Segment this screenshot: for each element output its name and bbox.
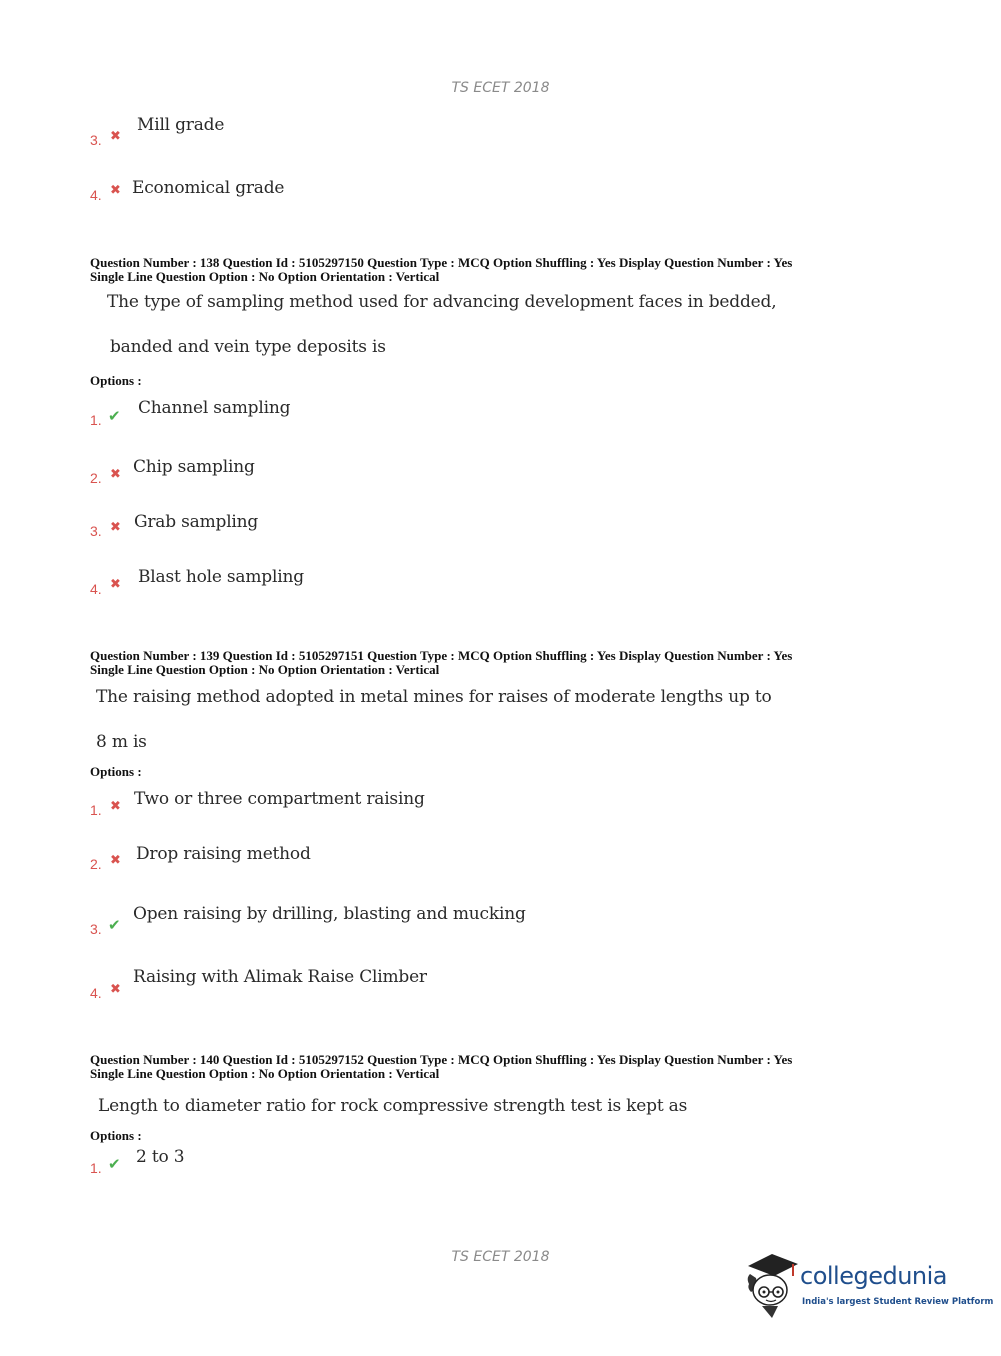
option-text: Chip sampling bbox=[133, 457, 255, 477]
question-meta: Single Line Question Option : No Option Orientation : Vertical bbox=[90, 662, 440, 677]
option-text: Open raising by drilling, blasting and mucking bbox=[133, 904, 526, 924]
cross-icon: ✖ bbox=[110, 183, 121, 198]
page-footer: TS ECET 2018 bbox=[451, 1249, 550, 1265]
options-label: Options : bbox=[90, 1128, 142, 1143]
question-meta: Question Number : 140 Question Id : 5105297152 Question Type : MCQ Option Shuffling : Yes Display Question Number : Yes bbox=[90, 1052, 793, 1067]
page-header: TS ECET 2018 bbox=[451, 80, 550, 96]
check-icon: ✔ bbox=[108, 1155, 121, 1173]
check-icon: ✔ bbox=[108, 916, 121, 934]
collegedunia-mascot-icon bbox=[742, 1248, 802, 1320]
option-number: 3. bbox=[90, 523, 102, 539]
cross-icon: ✖ bbox=[110, 799, 121, 814]
question-meta: Single Line Question Option : No Option Orientation : Vertical bbox=[90, 269, 440, 284]
cross-icon: ✖ bbox=[110, 982, 121, 997]
option-number: 2. bbox=[90, 470, 102, 486]
option-text: Grab sampling bbox=[134, 512, 259, 532]
question-meta: Question Number : 139 Question Id : 5105297151 Question Type : MCQ Option Shuffling : Yes Display Question Number : Yes bbox=[90, 648, 793, 663]
question-text: 8 m is bbox=[96, 732, 147, 752]
check-icon: ✔ bbox=[108, 407, 121, 425]
logo-tagline: India's largest Student Review Platform bbox=[802, 1297, 994, 1307]
option-text: Channel sampling bbox=[138, 398, 291, 418]
option-text: Mill grade bbox=[137, 115, 225, 135]
option-text: Blast hole sampling bbox=[138, 567, 304, 587]
question-text: Length to diameter ratio for rock compressive strength test is kept as bbox=[98, 1096, 688, 1116]
option-number: 3. bbox=[90, 921, 102, 937]
option-text: Drop raising method bbox=[136, 844, 311, 864]
option-text: Economical grade bbox=[132, 178, 285, 198]
option-text: Raising with Alimak Raise Climber bbox=[133, 967, 427, 987]
logo-wordmark: collegedunia bbox=[800, 1262, 948, 1290]
cross-icon: ✖ bbox=[110, 520, 121, 535]
cross-icon: ✖ bbox=[110, 467, 121, 482]
question-meta: Single Line Question Option : No Option Orientation : Vertical bbox=[90, 1066, 440, 1081]
question-text: The type of sampling method used for advancing development faces in bedded, bbox=[107, 292, 777, 312]
option-number: 4. bbox=[90, 187, 102, 203]
option-number: 2. bbox=[90, 856, 102, 872]
option-number: 3. bbox=[90, 132, 102, 148]
option-number: 1. bbox=[90, 412, 102, 428]
question-meta: Question Number : 138 Question Id : 5105297150 Question Type : MCQ Option Shuffling : Yes Display Question Number : Yes bbox=[90, 255, 793, 270]
option-number: 1. bbox=[90, 802, 102, 818]
question-text: The raising method adopted in metal mines for raises of moderate lengths up to bbox=[96, 687, 772, 707]
options-label: Options : bbox=[90, 764, 142, 779]
cross-icon: ✖ bbox=[110, 577, 121, 592]
options-label: Options : bbox=[90, 373, 142, 388]
option-text: 2 to 3 bbox=[136, 1147, 185, 1167]
cross-icon: ✖ bbox=[110, 129, 121, 144]
cross-icon: ✖ bbox=[110, 853, 121, 868]
option-number: 1. bbox=[90, 1160, 102, 1176]
option-number: 4. bbox=[90, 581, 102, 597]
option-number: 4. bbox=[90, 985, 102, 1001]
option-text: Two or three compartment raising bbox=[134, 789, 425, 809]
question-text: banded and vein type deposits is bbox=[110, 337, 386, 357]
